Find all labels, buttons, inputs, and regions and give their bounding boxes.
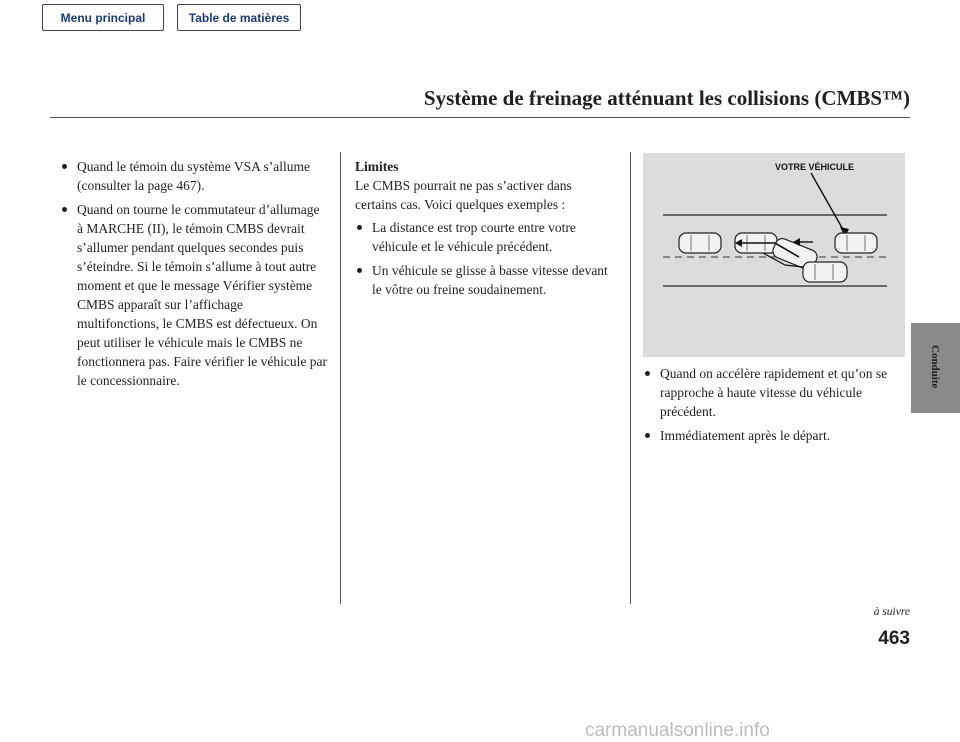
column-2 <box>355 157 617 304</box>
watermark: carmanualsonline.info <box>585 720 770 741</box>
bullet-item: Quand le témoin du système VSA s’allume (consulter la page 467). <box>60 157 328 195</box>
continued-note: à suivre <box>873 606 910 618</box>
main-menu-button[interactable]: Menu principal <box>42 4 164 31</box>
road-diagram-icon <box>643 153 905 357</box>
section-tab-label: Conduite <box>929 345 941 389</box>
page-title: Système de freinage atténuant les collisions (CMBS™) <box>423 86 910 110</box>
table-of-contents-button[interactable]: Table de matières <box>177 4 301 31</box>
cut-in-illustration <box>643 153 905 357</box>
column-1 <box>60 157 328 395</box>
column-divider-2 <box>630 152 631 604</box>
bullet-item: Un véhicule se glisse à basse vitesse devant le vôtre ou freine soudainement. <box>355 261 617 299</box>
section-intro: Le CMBS pourrait ne pas s’activer dans certains cas. Voici quelques exemples : <box>355 178 572 212</box>
bullet-item: Quand on accélère rapidement et qu’on se rapproche à haute vitesse du véhicule précédent. <box>643 364 905 421</box>
column-3 <box>643 364 905 450</box>
bullet-item: Quand on tourne le commutateur d’allumage à MARCHE (II), le témoin CMBS devrait s’allumer pendant quelques secondes puis s’éteindre. Si le témoin s’allume à tout autre moment et que le message Vérifier système CMBS apparaît sur l’affichage multifonctions, le CMBS est défectueux. On peut utiliser le véhicule mais le CMBS ne fonctionnera pas. Faire vérifier le véhicule par le concessionnaire. <box>60 200 328 390</box>
page-number: 463 <box>878 628 910 649</box>
section-heading: Limites <box>355 159 399 174</box>
title-divider <box>50 117 910 118</box>
column-divider-1 <box>340 152 341 604</box>
bullet-item: La distance est trop courte entre votre véhicule et le véhicule précédent. <box>355 218 617 256</box>
bullet-item: Immédiatement après le départ. <box>643 426 905 445</box>
figure-label: VOTRE VÉHICULE <box>775 162 855 172</box>
